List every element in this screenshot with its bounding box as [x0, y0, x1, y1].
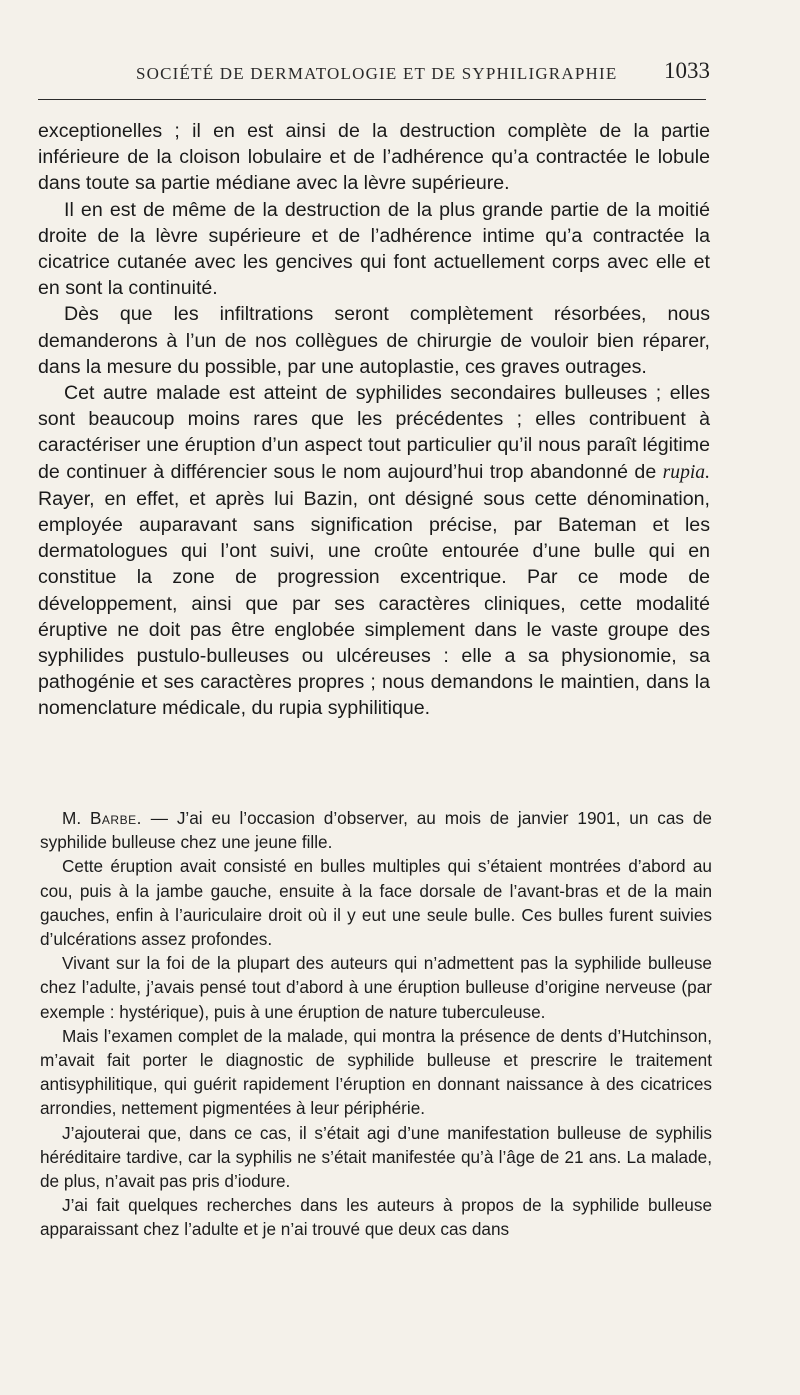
- paragraph-4-start: Cet autre malade est atteint de syphilides secondaires bulleuses ; elles sont beaucoup moins rares que les précédentes ; elles contribuent à caractériser une éruption d’un aspect tout particulier qu’il nous paraît légitime de continuer à différencier sous le nom aujourd’hui trop abandonné de: [38, 382, 710, 483]
- main-text: [38, 118, 710, 722]
- speaker-name: Barbe.: [89, 808, 142, 828]
- page-number: 1033: [664, 58, 710, 83]
- running-title: SOCIÉTÉ DE DERMATOLOGIE ET DE SYPHILIGRAPHIE: [136, 64, 618, 83]
- note-1: [40, 806, 712, 854]
- note-2: Cette éruption avait consisté en bulles multiples qui s’étaient montrées d’abord au cou, puis à la jambe gauche, ensuite à la face dorsale de l’avant-bras et de la main gauches, enfin à l’auriculaire droit où il y eut une seule bulle. Ces bulles furent suivies d’ulcérations assez profondes.: [40, 856, 712, 950]
- header-rule: [38, 99, 706, 100]
- running-header: [92, 58, 712, 88]
- discussion-notes: [40, 806, 712, 1242]
- paragraph-4: [38, 380, 710, 722]
- rupia-term: rupia.: [662, 461, 710, 483]
- paragraph-3: Dès que les infiltrations seront complètement résorbées, nous demanderons à l’un de nos collègues de chirurgie de vouloir bien réparer, dans la mesure du possible, par une autoplastie, ces graves outrages.: [38, 303, 710, 378]
- speaker-prefix: M.: [62, 808, 90, 828]
- note-6: J’ai fait quelques recherches dans les auteurs à propos de la syphilide bulleuse apparaissant chez l’adulte et je n’ai trouvé que deux cas dans: [40, 1195, 712, 1240]
- paragraph-4-end: Rayer, en effet, et après lui Bazin, ont désigné sous cette dénomination, employée auparavant sans signification précise, par Bateman et les dermatologues qui l’ont suivi, une croûte entourée d’une bulle qui en constitue la zone de progression excentrique. Par ce mode de développement, ainsi que par ses caractères cliniques, cette modalité éruptive ne doit pas être englobée simplement dans le vaste groupe des syphilides pustulo-bulleuses ou ulcéreuses : elle a sa physionomie, sa pathogénie et ses caractères propres ; nous demandons le maintien, dans la nomenclature médicale, du rupia syphilitique.: [38, 487, 710, 720]
- note-4: Mais l’examen complet de la malade, qui montra la présence de dents d’Hutchinson, m’avait fait porter le diagnostic de syphilide bulleuse et prescrire le traitement antisyphilitique, qui guérit rapidement l’éruption en donnant naissance à des cicatrices arrondies, nettement pigmentées à leur périphérie.: [40, 1025, 712, 1119]
- paragraph-2: Il en est de même de la destruction de la plus grande partie de la moitié droite de la lèvre supérieure et de l’adhérence intime qu’a contractée la cicatrice cutanée avec les gencives qui font actuellement corps avec elle et en sont la continuité.: [38, 198, 710, 300]
- note-1-text: — J’ai eu l’occasion d’observer, au mois de janvier 1901, un cas de syphilide bulleuse chez une jeune fille.: [40, 808, 712, 853]
- paragraph-1: exceptionelles ; il en est ainsi de la destruction complète de la partie inférieure de la cloison lobulaire et de l’adhérence qu’a contractée le lobule dans toute sa partie médiane avec la lèvre supérieure.: [38, 120, 710, 195]
- note-3: Vivant sur la foi de la plupart des auteurs qui n’admettent pas la syphilide bulleuse chez l’adulte, j’avais pensé tout d’abord à une éruption bulleuse d’origine nerveuse (par exemple : hystérique), puis à une éruption de nature tuberculeuse.: [40, 953, 712, 1022]
- note-5: J’ajouterai que, dans ce cas, il s’était agi d’une manifestation bulleuse de syphilis héréditaire tardive, car la syphilis ne s’était manifestée qu’à l’âge de 21 ans. La malade, de plus, n’avait pas pris d’iodure.: [40, 1122, 712, 1192]
